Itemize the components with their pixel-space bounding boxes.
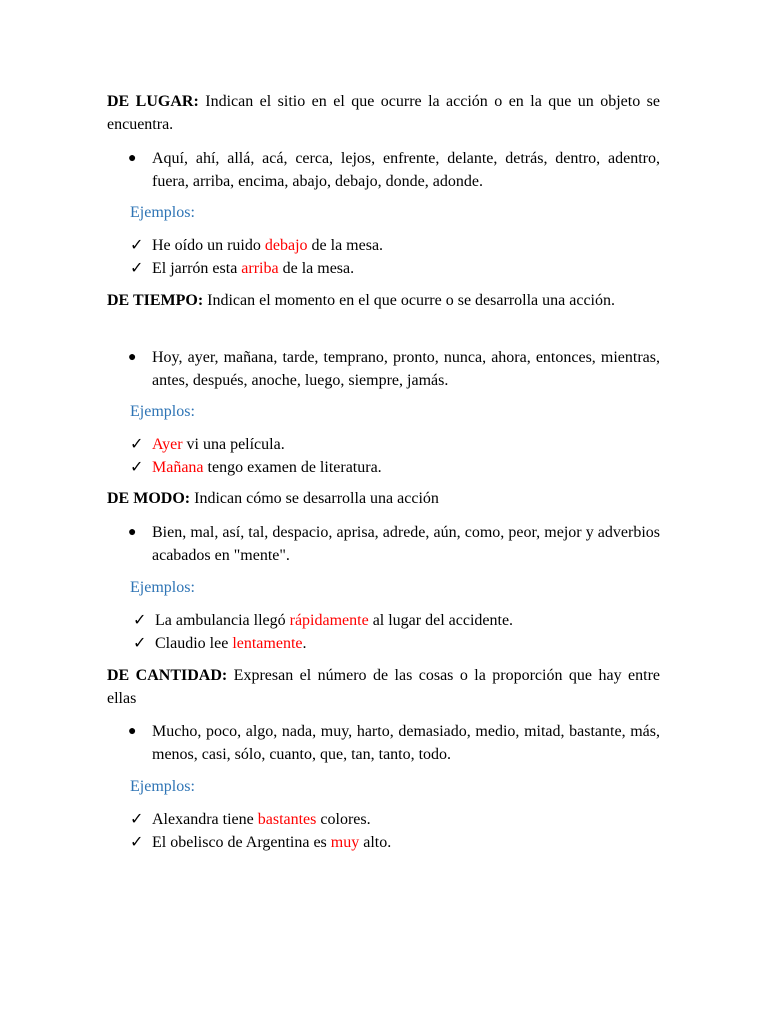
example-text-before: Alexandra tiene bbox=[152, 811, 258, 828]
examples-label: Ejemplos: bbox=[130, 204, 195, 221]
bullet-text: Mucho, poco, algo, nada, muy, harto, demasiado, medio, mitad, bastante, más, menos, casi, sólo, cuanto, que, tan, tanto, todo. bbox=[152, 723, 660, 763]
example-highlight: muy bbox=[330, 834, 360, 851]
bullet-item bbox=[128, 346, 660, 392]
example-item bbox=[130, 831, 660, 854]
example-highlight: rápidamente bbox=[289, 612, 369, 629]
section-lugar-paragraph bbox=[107, 91, 660, 136]
bullet-item bbox=[128, 521, 660, 567]
example-text-before: He oído un ruido bbox=[152, 237, 265, 254]
bullet-icon: ● bbox=[128, 724, 137, 739]
example-item bbox=[133, 632, 663, 655]
example-text-after: de la mesa. bbox=[278, 260, 355, 277]
checkmark-icon: ✓ bbox=[133, 635, 147, 652]
example-text-after: de la mesa. bbox=[307, 237, 384, 254]
example-text-after: al lugar del accidente. bbox=[368, 612, 514, 629]
section-description: Indican el momento en el que ocurre o se desarrolla una acción. bbox=[203, 292, 615, 309]
example-text-before: El jarrón esta bbox=[152, 260, 242, 277]
example-highlight: Ayer bbox=[152, 436, 183, 453]
bullet-item bbox=[128, 720, 660, 766]
bullet-icon: ● bbox=[128, 350, 137, 365]
examples-list bbox=[130, 433, 660, 479]
section-modo-paragraph bbox=[107, 488, 660, 511]
bullet-icon: ● bbox=[128, 151, 137, 166]
example-highlight: debajo bbox=[264, 237, 308, 254]
example-text-after: . bbox=[302, 635, 307, 652]
section-heading: DE MODO: bbox=[107, 490, 191, 507]
checkmark-icon: ✓ bbox=[130, 436, 144, 453]
examples-label: Ejemplos: bbox=[130, 579, 195, 596]
checkmark-icon: ✓ bbox=[130, 834, 144, 851]
bullet-text: Bien, mal, así, tal, despacio, aprisa, adrede, aún, como, peor, mejor y adverbios acabados en "mente". bbox=[152, 524, 660, 564]
example-text-before: Claudio lee bbox=[155, 635, 233, 652]
example-item bbox=[130, 257, 660, 280]
examples-label: Ejemplos: bbox=[130, 403, 195, 420]
section-tiempo-paragraph bbox=[107, 290, 660, 313]
section-description: Indican cómo se desarrolla una acción bbox=[190, 490, 439, 507]
section-heading: DE CANTIDAD: bbox=[107, 667, 228, 684]
example-text-after: tengo examen de literatura. bbox=[203, 459, 382, 476]
section-heading: DE LUGAR: bbox=[107, 93, 199, 110]
example-highlight: Mañana bbox=[152, 459, 204, 476]
checkmark-icon: ✓ bbox=[130, 237, 144, 254]
bullet-text: Aquí, ahí, allá, acá, cerca, lejos, enfrente, delante, detrás, dentro, adentro, fuera, arriba, encima, abajo, debajo, donde, adonde. bbox=[152, 150, 660, 190]
section-cantidad-paragraph bbox=[107, 665, 660, 710]
checkmark-icon: ✓ bbox=[133, 612, 147, 629]
example-text-after: colores. bbox=[316, 811, 371, 828]
examples-list bbox=[133, 609, 663, 655]
bullet-text: Hoy, ayer, mañana, tarde, temprano, pronto, nunca, ahora, entonces, mientras, antes, después, anoche, luego, siempre, jamás. bbox=[152, 349, 660, 389]
example-text-before: La ambulancia llegó bbox=[155, 612, 290, 629]
checkmark-icon: ✓ bbox=[130, 260, 144, 277]
examples-list bbox=[130, 808, 660, 854]
bullet-item bbox=[128, 147, 660, 193]
example-item bbox=[130, 808, 660, 831]
examples-label: Ejemplos: bbox=[130, 778, 195, 795]
example-highlight: bastantes bbox=[257, 811, 317, 828]
section-description: Indican el sitio en el que ocurre la acción o en la que un objeto se encuentra. bbox=[107, 93, 661, 133]
bullet-icon: ● bbox=[128, 525, 137, 540]
checkmark-icon: ✓ bbox=[130, 459, 144, 476]
example-text-after: alto. bbox=[359, 834, 392, 851]
example-text-after: vi una película. bbox=[182, 436, 285, 453]
example-item bbox=[130, 433, 660, 456]
example-item bbox=[133, 609, 663, 632]
example-highlight: lentamente bbox=[232, 635, 303, 652]
section-description: Expresan el número de las cosas o la proporción que hay entre ellas bbox=[107, 667, 660, 707]
example-highlight: arriba bbox=[241, 260, 279, 277]
example-text-before: El obelisco de Argentina es bbox=[152, 834, 331, 851]
example-item bbox=[130, 456, 660, 479]
example-item bbox=[130, 234, 660, 257]
examples-list bbox=[130, 234, 660, 280]
checkmark-icon: ✓ bbox=[130, 811, 144, 828]
section-heading: DE TIEMPO: bbox=[107, 292, 204, 309]
